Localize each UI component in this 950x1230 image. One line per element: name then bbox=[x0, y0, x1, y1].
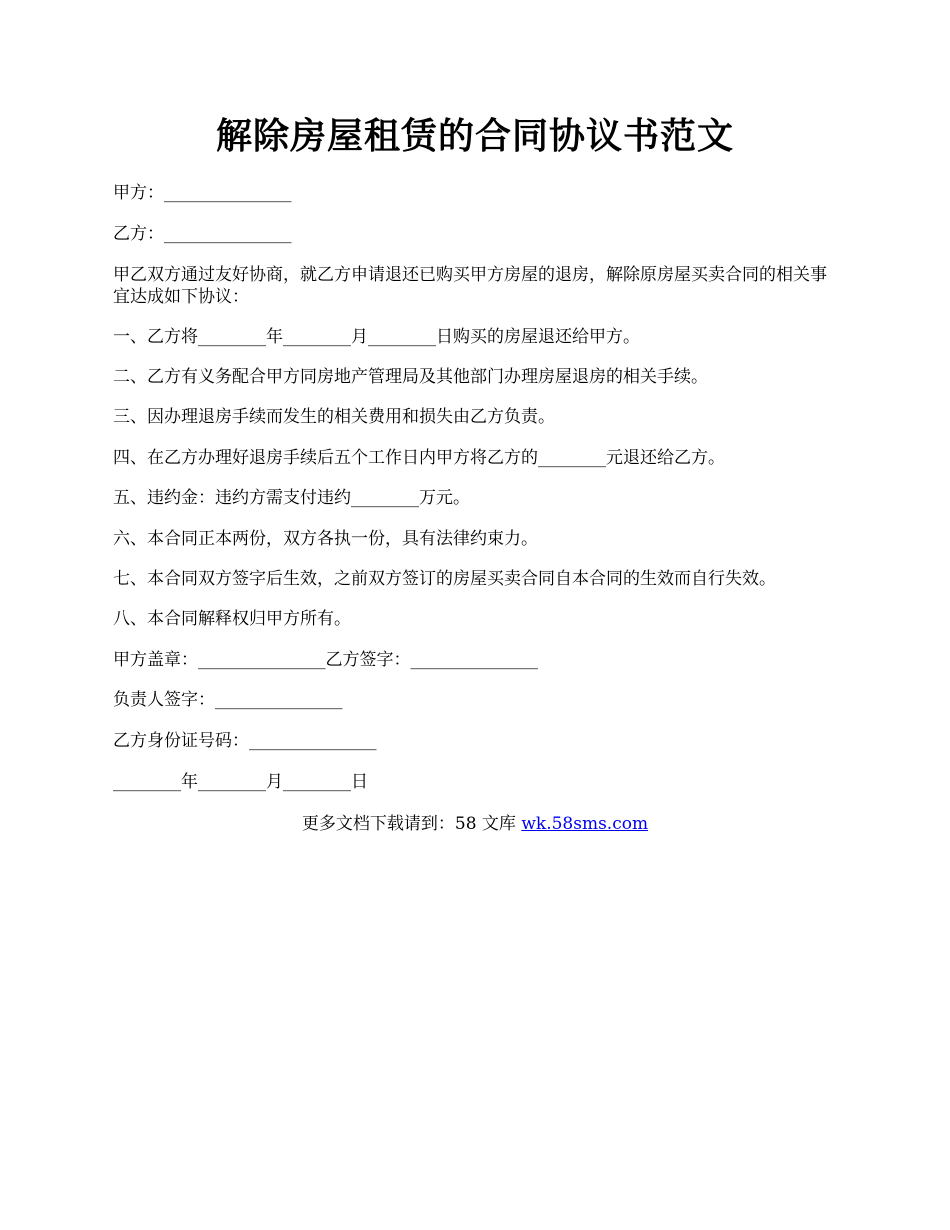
footer-text: 更多文档下载请到：58 文库 bbox=[301, 814, 522, 834]
id-number-line: 乙方身份证号码：_______________ bbox=[113, 731, 377, 751]
footer-link[interactable]: wk.58sms.com bbox=[521, 814, 649, 834]
footer bbox=[0, 813, 950, 835]
signature-seal-line: 甲方盖章：_______________乙方签字：_______________ bbox=[113, 650, 538, 670]
clause-4: 四、在乙方办理好退房手续后五个工作日内甲方将乙方的________元退还给乙方。 bbox=[113, 448, 725, 468]
date-line: ________年________月________日 bbox=[113, 772, 368, 792]
clause-3: 三、因办理退房手续而发生的相关费用和损失由乙方负责。 bbox=[113, 407, 555, 427]
document-title: 解除房屋租赁的合同协议书范文 bbox=[215, 115, 734, 157]
clause-6: 六、本合同正本两份，双方各执一份，具有法律约束力。 bbox=[113, 529, 538, 549]
intro-paragraph: 甲乙双方通过友好协商，就乙方申请退还已购买甲方房屋的退房，解除原房屋买卖合同的相关事宜达成如下协议： bbox=[113, 265, 827, 307]
party-b-line: 乙方：_______________ bbox=[113, 224, 292, 244]
clause-5: 五、违约金：违约方需支付违约________万元。 bbox=[113, 488, 470, 508]
party-a-line: 甲方：_______________ bbox=[113, 183, 292, 203]
clause-2: 二、乙方有义务配合甲方同房地产管理局及其他部门办理房屋退房的相关手续。 bbox=[113, 367, 708, 387]
clause-7: 七、本合同双方签字后生效，之前双方签订的房屋买卖合同自本合同的生效而自行失效。 bbox=[113, 569, 776, 589]
clause-8: 八、本合同解释权归甲方所有。 bbox=[113, 609, 351, 629]
responsible-person-signature-line: 负责人签字：_______________ bbox=[113, 690, 343, 710]
clause-1: 一、乙方将________年________月________日购买的房屋退还给甲方。 bbox=[113, 327, 640, 347]
